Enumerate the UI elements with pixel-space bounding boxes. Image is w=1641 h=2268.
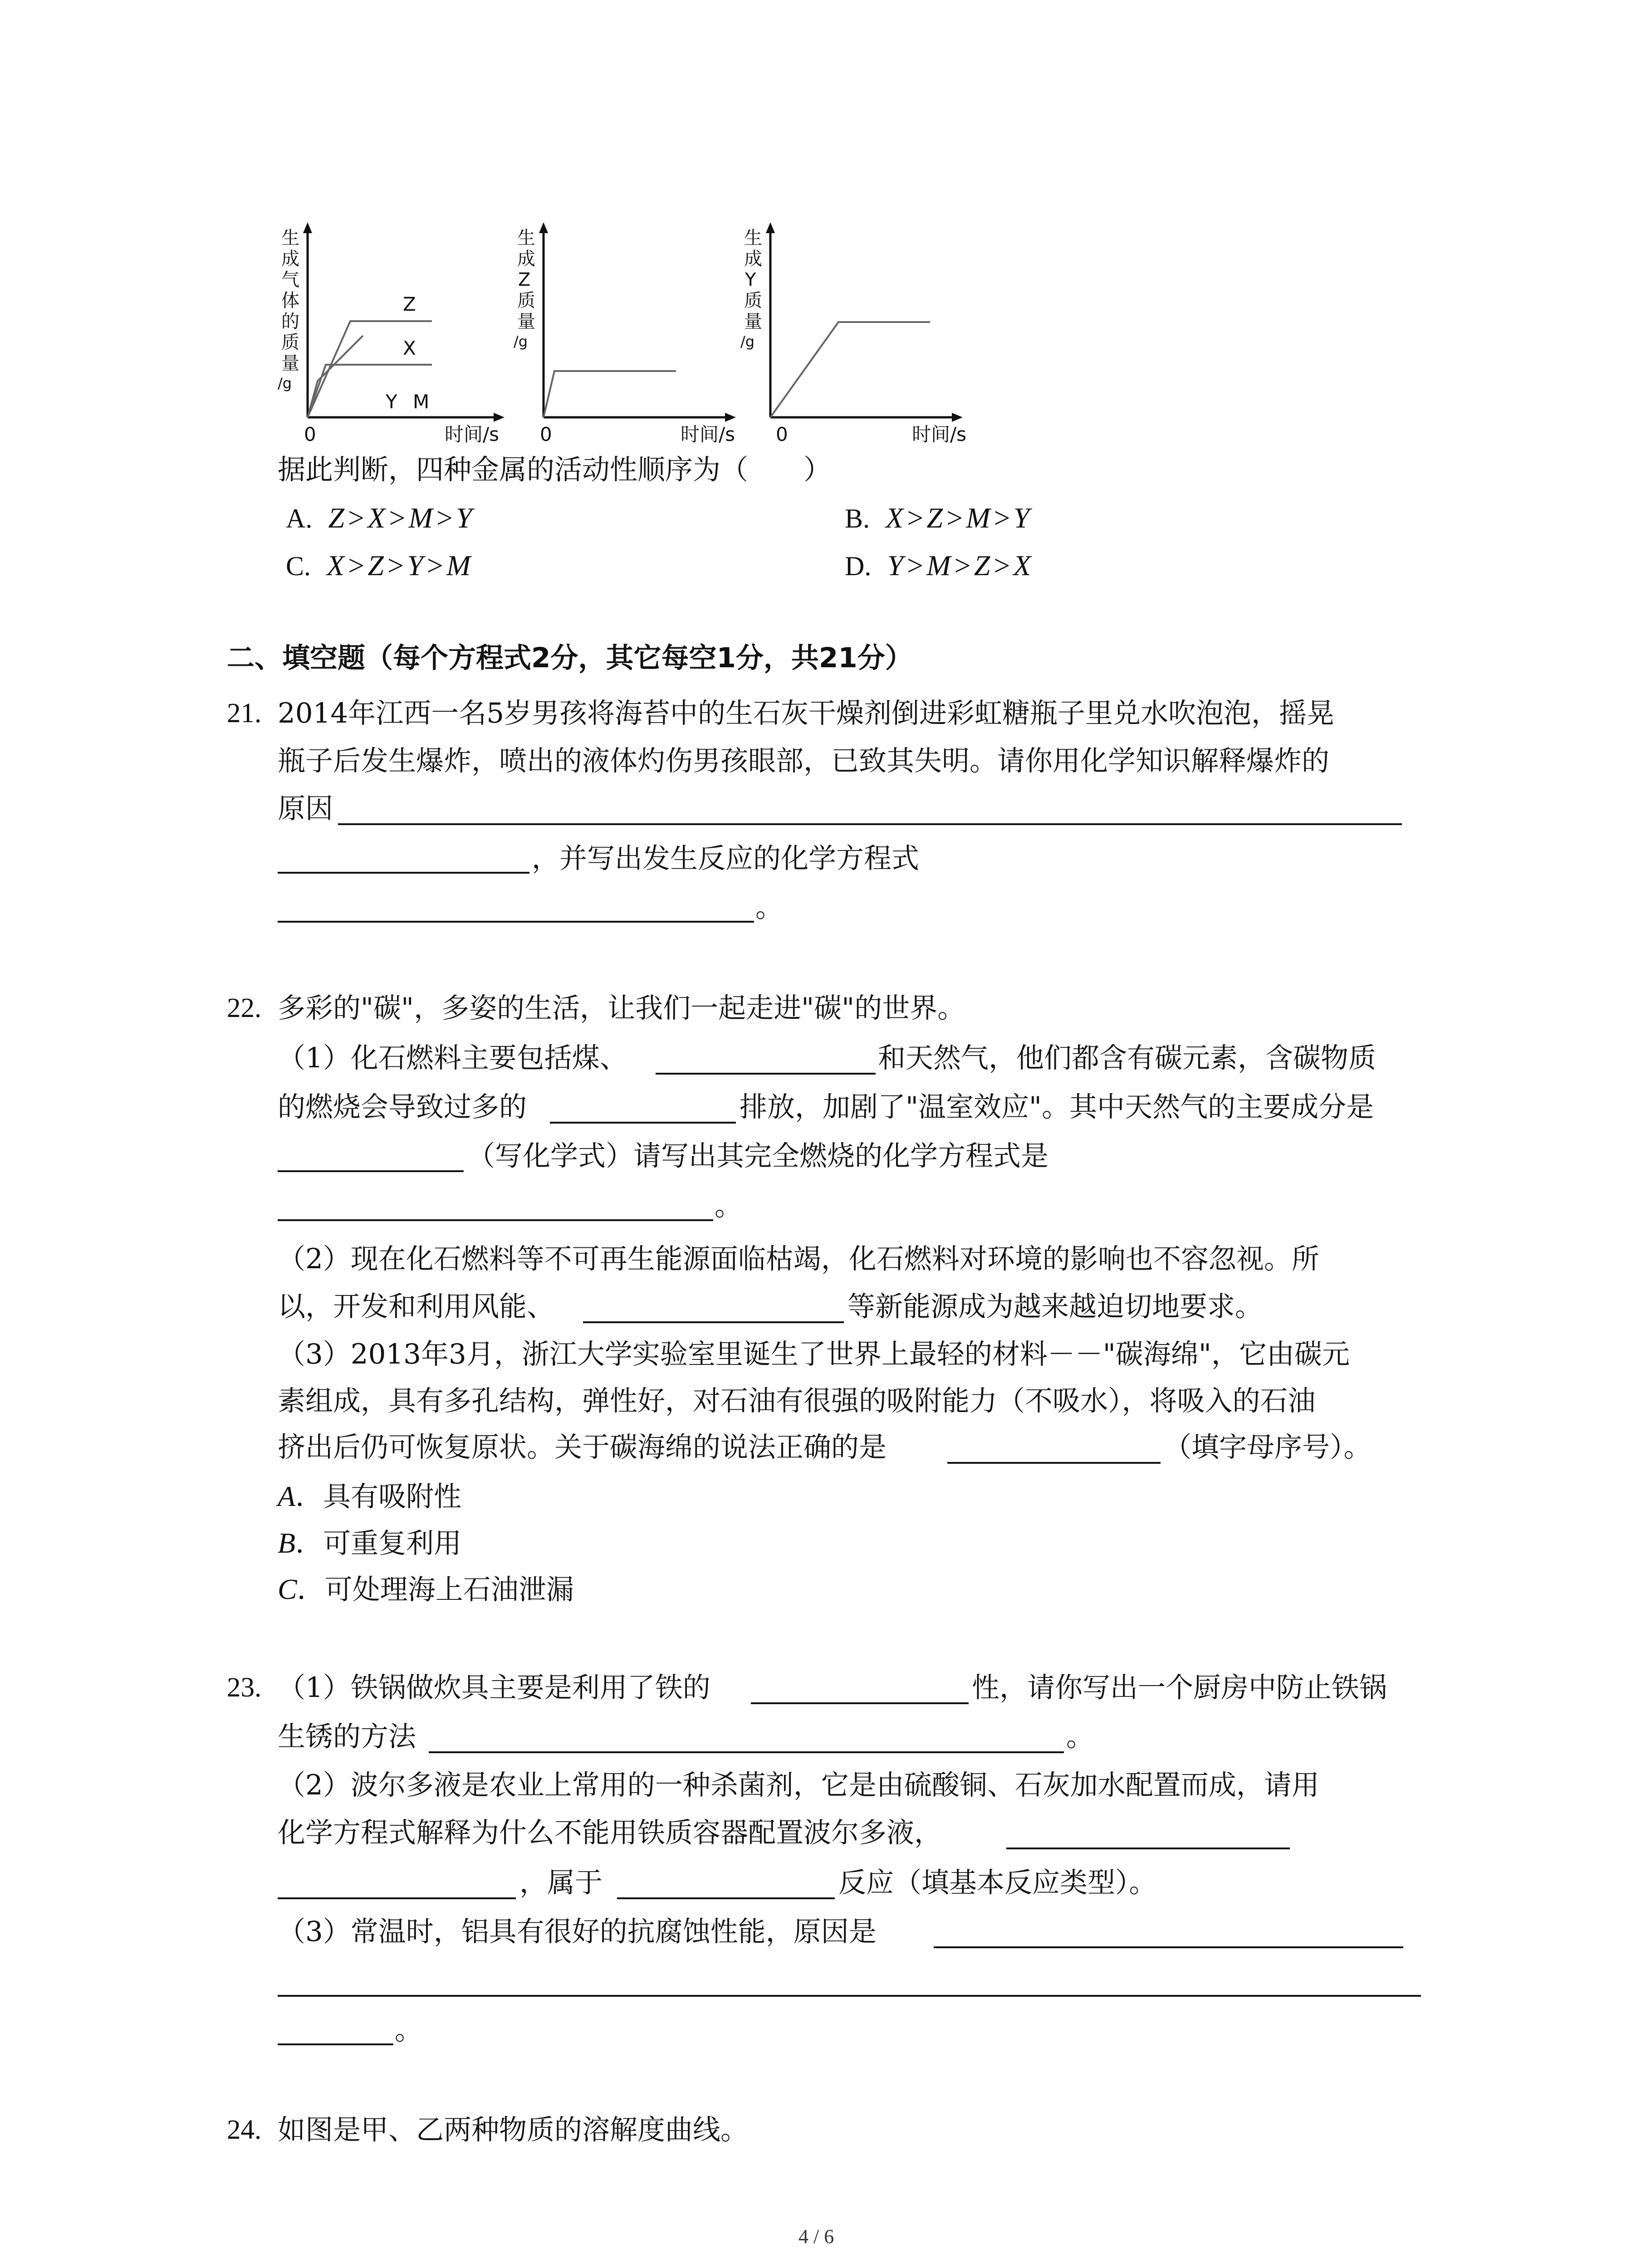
- svg-text:/g: /g: [514, 333, 528, 350]
- option-label: C.: [286, 551, 311, 581]
- q23-blank-reaction-type[interactable]: [617, 1897, 835, 1899]
- option-label: A.: [286, 503, 313, 533]
- q23-p3-end: 。: [395, 2014, 423, 2046]
- q22-p1-end: 。: [715, 1190, 743, 1222]
- curve-z-only: [544, 371, 676, 417]
- q21-line-5-end: 。: [755, 891, 784, 924]
- q22-p3-a: （3）2013年3月，浙江大学实验室里诞生了世界上最轻的材料－－"碳海绵"，它由碳元: [278, 1338, 1350, 1370]
- svg-text:质: 质: [744, 290, 762, 311]
- graph1-xlabel: 时间/s: [445, 423, 500, 445]
- choice-text: ．可重复利用: [295, 1527, 462, 1559]
- q23-p2-a: （2）波尔多液是农业上常用的一种杀菌剂，它是由硫酸铜、石灰加水配置而成，请用: [278, 1769, 1319, 1801]
- q23-number: 23.: [227, 1672, 262, 1703]
- curve-x-fast: [308, 336, 363, 417]
- q24-number: 24.: [227, 2115, 262, 2145]
- q23-p1-c: 生锈的方法: [278, 1721, 416, 1753]
- svg-text:的: 的: [281, 311, 299, 332]
- q22-blank-new-energy[interactable]: [583, 1321, 844, 1323]
- q23-blank-reason-line3[interactable]: [278, 2043, 393, 2045]
- svg-text:生: 生: [517, 228, 535, 249]
- q22-p2-b: 以，开发和利用风能、: [278, 1290, 555, 1323]
- q21-line-3: 原因: [278, 792, 333, 825]
- graph-1-gas-mass: [272, 218, 508, 454]
- q23-p1-b: 性，请你写出一个厨房中防止铁锅: [972, 1672, 1387, 1704]
- q22-p1-e: （写化学式）请写出其完全燃烧的化学方程式是: [467, 1140, 1049, 1172]
- option-label: B.: [845, 503, 870, 533]
- svg-text:气: 气: [281, 269, 299, 290]
- q22-blank-combustion-eq[interactable]: [278, 1219, 713, 1221]
- q23-p1-a: （1）铁锅做炊具主要是利用了铁的: [278, 1672, 710, 1704]
- svg-text:体: 体: [281, 290, 299, 311]
- q22-blank-choice[interactable]: [947, 1462, 1161, 1464]
- q22-intro: 多彩的"碳"，多姿的生活，让我们一起走进"碳"的世界。: [278, 992, 965, 1024]
- option-text: Z>X>M>Y: [328, 502, 474, 534]
- q23-blank-property[interactable]: [751, 1702, 969, 1704]
- q20-option-c[interactable]: [286, 549, 472, 582]
- choice-label: C: [278, 1573, 297, 1605]
- graph-2-z-mass: [508, 218, 744, 454]
- svg-text:量: 量: [281, 353, 299, 374]
- choice-label: B: [278, 1527, 296, 1559]
- q21-line-1: 2014年江西一名5岁男孩将海苔中的生石灰干燥剂倒进彩虹糖瓶子里兑水吹泡泡，摇晃: [278, 697, 1335, 729]
- graph1-label-y: Y: [386, 391, 397, 413]
- q23-blank-reason-line2[interactable]: [278, 1995, 1421, 1997]
- option-text: X>Z>Y>M: [327, 549, 473, 582]
- q21-blank-reason-cont[interactable]: [278, 872, 529, 874]
- q23-blank-equation-cont[interactable]: [278, 1897, 516, 1899]
- q20-option-d[interactable]: [845, 549, 1033, 582]
- q23-blank-rust-prevention[interactable]: [429, 1751, 1064, 1753]
- q23-blank-reason[interactable]: [934, 1946, 1403, 1948]
- choice-label: A: [278, 1480, 296, 1512]
- choice-text: ．可处理海上石油泄漏: [297, 1574, 574, 1606]
- q22-blank-fuel[interactable]: [656, 1073, 876, 1075]
- svg-text:质: 质: [281, 332, 299, 353]
- graph1-ylabel: [278, 228, 299, 392]
- q23-p2-b: 化学方程式解释为什么不能用铁质容器配置波尔多液，: [278, 1817, 942, 1849]
- section-2-title: 二、填空题（每个方程式2分，其它每空1分，共21分）: [227, 642, 913, 674]
- q22-blank-gas[interactable]: [550, 1122, 736, 1124]
- graph3-origin: 0: [776, 423, 788, 445]
- q22-p3-b: 素组成，具有多孔结构，弹性好，对石油有很强的吸附能力（不吸水），将吸入的石油: [278, 1385, 1316, 1417]
- svg-text:质: 质: [517, 290, 535, 311]
- graph1-label-x: X: [403, 337, 416, 359]
- svg-text:成: 成: [517, 249, 535, 269]
- svg-text:/g: /g: [740, 333, 755, 350]
- q22-p3-d: （填字母序号）。: [1164, 1431, 1372, 1463]
- graph3-ylabel: [740, 228, 762, 350]
- svg-text:生: 生: [281, 228, 299, 249]
- q22-choice-c[interactable]: [278, 1573, 574, 1606]
- option-label: D.: [845, 551, 872, 581]
- q22-p3-c: 挤出后仍可恢复原状。关于碳海绵的说法正确的是: [278, 1431, 887, 1463]
- q23-p2-c: ，属于: [519, 1867, 603, 1899]
- q20-option-a[interactable]: [286, 501, 474, 535]
- graph1-label-m: M: [413, 391, 430, 413]
- graph-3-y-mass: [735, 218, 971, 454]
- q21-blank-reason[interactable]: [338, 823, 1402, 825]
- q21-blank-equation[interactable]: [278, 921, 754, 923]
- q22-p1-a: （1）化石燃料主要包括煤、: [278, 1042, 627, 1074]
- svg-text:/g: /g: [278, 375, 292, 392]
- q21-line-2: 瓶子后发生爆炸，喷出的液体灼伤男孩眼部，已致其失明。请你用化学知识解释爆炸的: [278, 745, 1330, 777]
- q22-p2-c: 等新能源成为越来越迫切地要求。: [847, 1290, 1263, 1323]
- q21-number: 21.: [227, 698, 262, 728]
- graph2-origin: 0: [540, 423, 552, 445]
- q23-blank-equation[interactable]: [1006, 1848, 1290, 1849]
- q24-text: 如图是甲、乙两种物质的溶解度曲线。: [278, 2114, 749, 2146]
- q20-option-b[interactable]: [845, 501, 1031, 535]
- choice-text: ．具有吸附性: [295, 1481, 462, 1513]
- q22-choice-a[interactable]: [278, 1480, 461, 1513]
- graph1-origin: 0: [304, 423, 316, 445]
- curve-y-only: [770, 322, 930, 417]
- page-number: 4 / 6: [798, 2225, 834, 2248]
- q21-line-4: ，并写出发生反应的化学方程式: [532, 842, 920, 875]
- q22-p1-b: 和天然气，他们都含有碳元素，含碳物质: [878, 1042, 1376, 1074]
- q22-p1-d: 排放，加剧了"温室效应"。其中天然气的主要成分是: [740, 1091, 1374, 1123]
- option-text: Y>M>Z>X: [887, 549, 1033, 582]
- q22-blank-formula[interactable]: [278, 1170, 464, 1172]
- svg-text:量: 量: [517, 311, 535, 332]
- q23-p2-d: 反应（填基本反应类型）。: [838, 1867, 1157, 1899]
- q20-prompt: 据此判断，四种金属的活动性顺序为（ ）: [278, 454, 832, 486]
- q22-number: 22.: [227, 993, 262, 1023]
- svg-text:Y: Y: [745, 269, 756, 290]
- q22-p1-c: 的燃烧会导致过多的: [278, 1091, 527, 1123]
- q23-p3-a: （3）常温时，铝具有很好的抗腐蚀性能，原因是: [278, 1916, 877, 1948]
- svg-text:量: 量: [744, 311, 762, 332]
- graph3-xlabel: 时间/s: [912, 423, 967, 445]
- graph2-ylabel: [514, 228, 535, 350]
- option-text: X>Z>M>Y: [886, 502, 1032, 534]
- q22-choice-b[interactable]: [278, 1526, 461, 1560]
- svg-text:生: 生: [744, 228, 762, 249]
- graph1-label-z: Z: [403, 293, 416, 315]
- svg-text:Z: Z: [518, 269, 531, 290]
- q22-p2-a: （2）现在化石燃料等不可再生能源面临枯竭，化石燃料对环境的影响也不容忽视。所: [278, 1243, 1319, 1275]
- q23-p1-end: 。: [1066, 1721, 1094, 1753]
- svg-text:成: 成: [744, 249, 762, 269]
- svg-text:成: 成: [281, 249, 299, 269]
- graph2-xlabel: 时间/s: [681, 423, 735, 445]
